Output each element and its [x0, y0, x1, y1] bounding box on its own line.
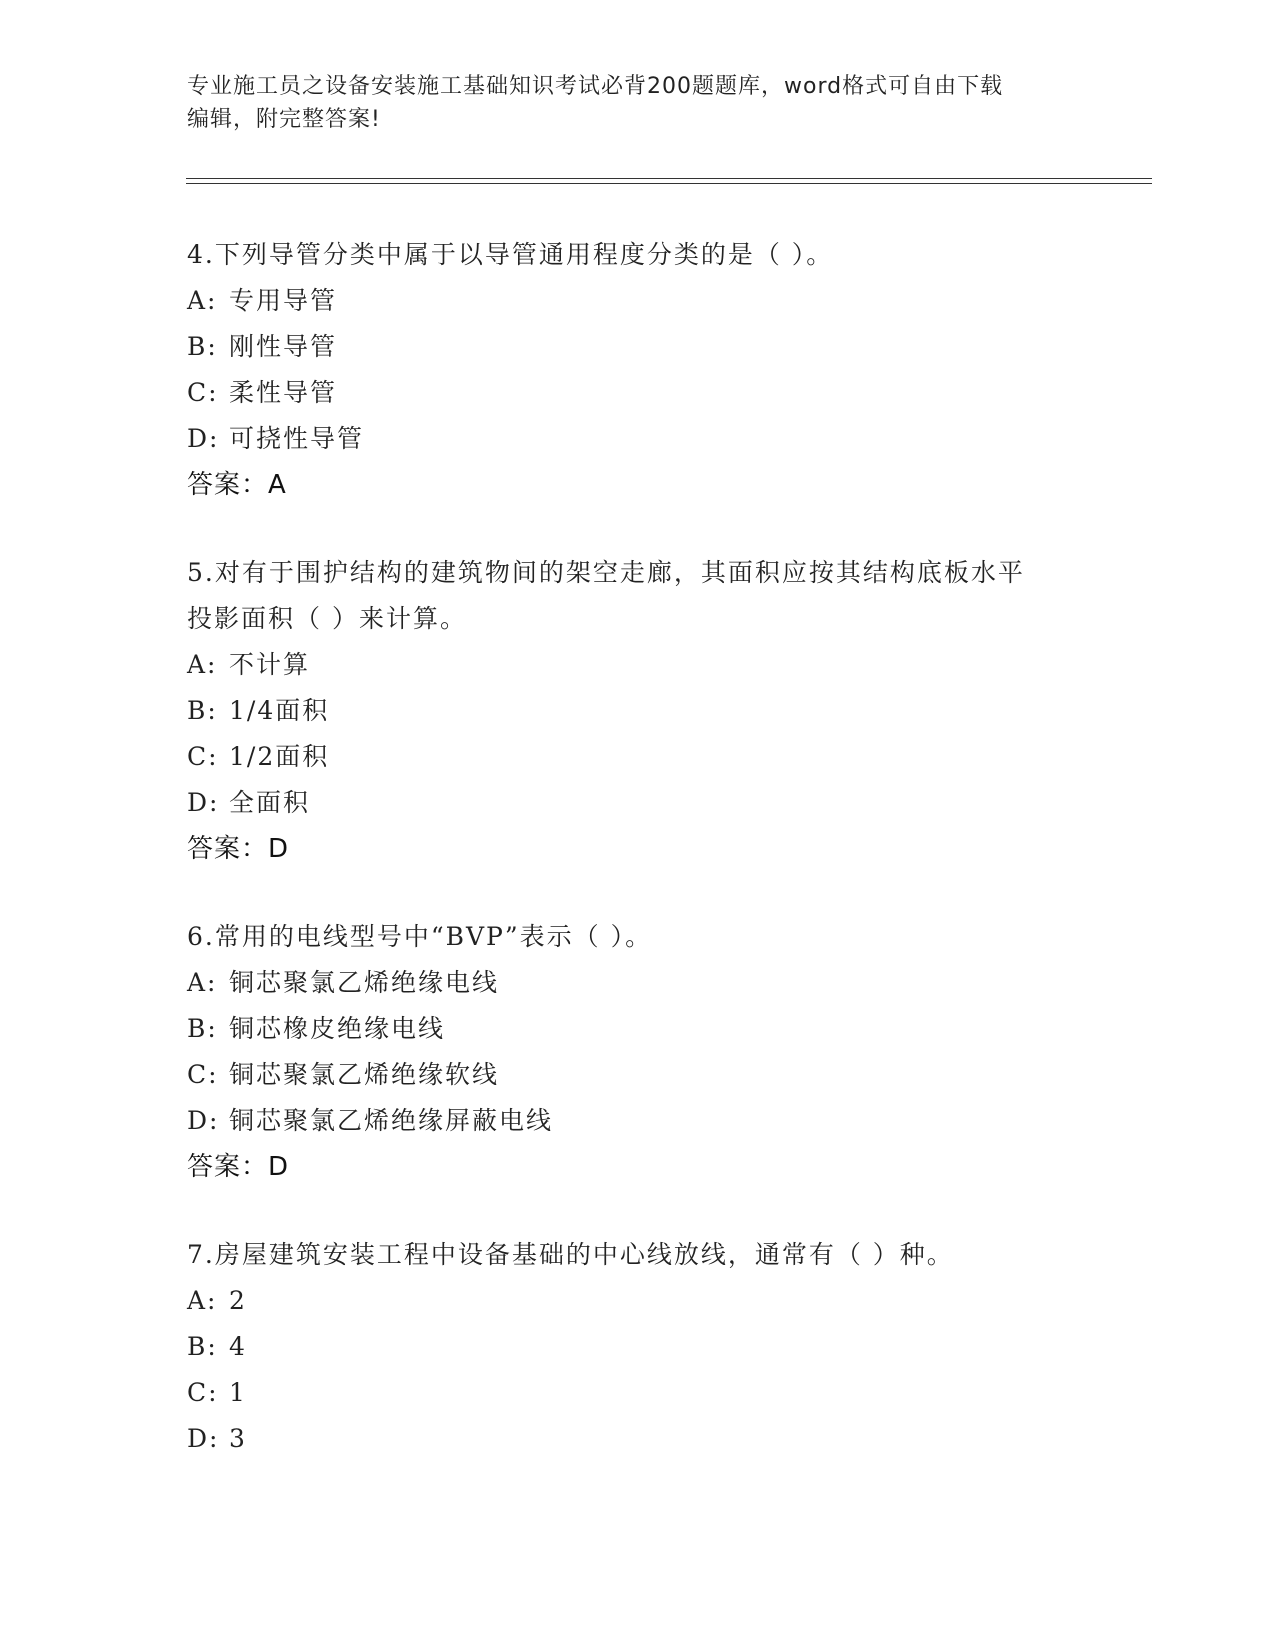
option-b [187, 1006, 1087, 1052]
spacer [187, 508, 1087, 550]
option-letter: D: [187, 424, 220, 453]
option-text: 1/4面积 [229, 696, 330, 725]
option-letter: B: [187, 1332, 218, 1361]
option-text: 铜芯聚氯乙烯绝缘电线 [229, 968, 500, 997]
question-7 [187, 1232, 1087, 1462]
option-letter: D: [187, 788, 220, 817]
header-line-2: 编辑，附完整答案! [187, 107, 381, 132]
document-header [187, 70, 1087, 136]
question-text: 4.下列导管分类中属于以导管通用程度分类的是（ ）。 [187, 240, 834, 269]
option-text: 2 [229, 1286, 247, 1315]
question-4 [187, 232, 1087, 508]
question-6 [187, 914, 1087, 1190]
option-text: 不计算 [229, 650, 311, 679]
option-letter: D: [187, 1424, 220, 1453]
option-c [187, 1370, 1087, 1416]
option-b [187, 324, 1087, 370]
option-d [187, 1098, 1087, 1144]
option-c [187, 1052, 1087, 1098]
option-b [187, 688, 1087, 734]
option-d [187, 416, 1087, 462]
option-letter: C: [187, 1378, 219, 1407]
option-letter: A: [187, 1286, 218, 1315]
spacer [187, 1190, 1087, 1232]
question-text: 6.常用的电线型号中“BVP”表示（ ）。 [187, 922, 653, 951]
option-letter: A: [187, 286, 218, 315]
option-text: 1 [229, 1378, 247, 1407]
option-letter: C: [187, 1060, 219, 1089]
question-list [187, 232, 1087, 1462]
question-5 [187, 550, 1087, 872]
option-letter: A: [187, 650, 218, 679]
option-c [187, 734, 1087, 780]
option-letter: B: [187, 332, 218, 361]
option-text: 3 [229, 1424, 247, 1453]
option-letter: C: [187, 378, 219, 407]
option-b [187, 1324, 1087, 1370]
option-a [187, 960, 1087, 1006]
option-text: 可挠性导管 [229, 424, 365, 453]
option-text: 1/2面积 [229, 742, 330, 771]
spacer [187, 872, 1087, 914]
answer-label: 答案：A [187, 470, 287, 500]
option-text: 专用导管 [229, 286, 338, 315]
option-c [187, 370, 1087, 416]
option-letter: D: [187, 1106, 220, 1135]
header-divider [186, 178, 1152, 184]
option-a [187, 1278, 1087, 1324]
option-d [187, 780, 1087, 826]
option-text: 铜芯聚氯乙烯绝缘软线 [229, 1060, 500, 1089]
question-text: 5.对有于围护结构的建筑物间的架空走廊，其面积应按其结构底板水平投影面积（ ）来计算。 [187, 558, 1025, 633]
option-text: 铜芯橡皮绝缘电线 [229, 1014, 446, 1043]
option-a [187, 278, 1087, 324]
option-letter: B: [187, 696, 218, 725]
option-text: 全面积 [229, 788, 311, 817]
answer-label: 答案：D [187, 1152, 290, 1182]
option-letter: C: [187, 742, 219, 771]
option-text: 刚性导管 [229, 332, 338, 361]
option-letter: B: [187, 1014, 218, 1043]
option-d [187, 1416, 1087, 1462]
question-text: 7.房屋建筑安装工程中设备基础的中心线放线，通常有（ ）种。 [187, 1240, 954, 1269]
option-a [187, 642, 1087, 688]
option-letter: A: [187, 968, 218, 997]
option-text: 柔性导管 [229, 378, 338, 407]
header-line-1: 专业施工员之设备安装施工基础知识考试必背200题题库，word格式可自由下载 [187, 74, 1004, 99]
option-text: 4 [229, 1332, 247, 1361]
option-text: 铜芯聚氯乙烯绝缘屏蔽电线 [229, 1106, 554, 1135]
answer-label: 答案：D [187, 834, 290, 864]
